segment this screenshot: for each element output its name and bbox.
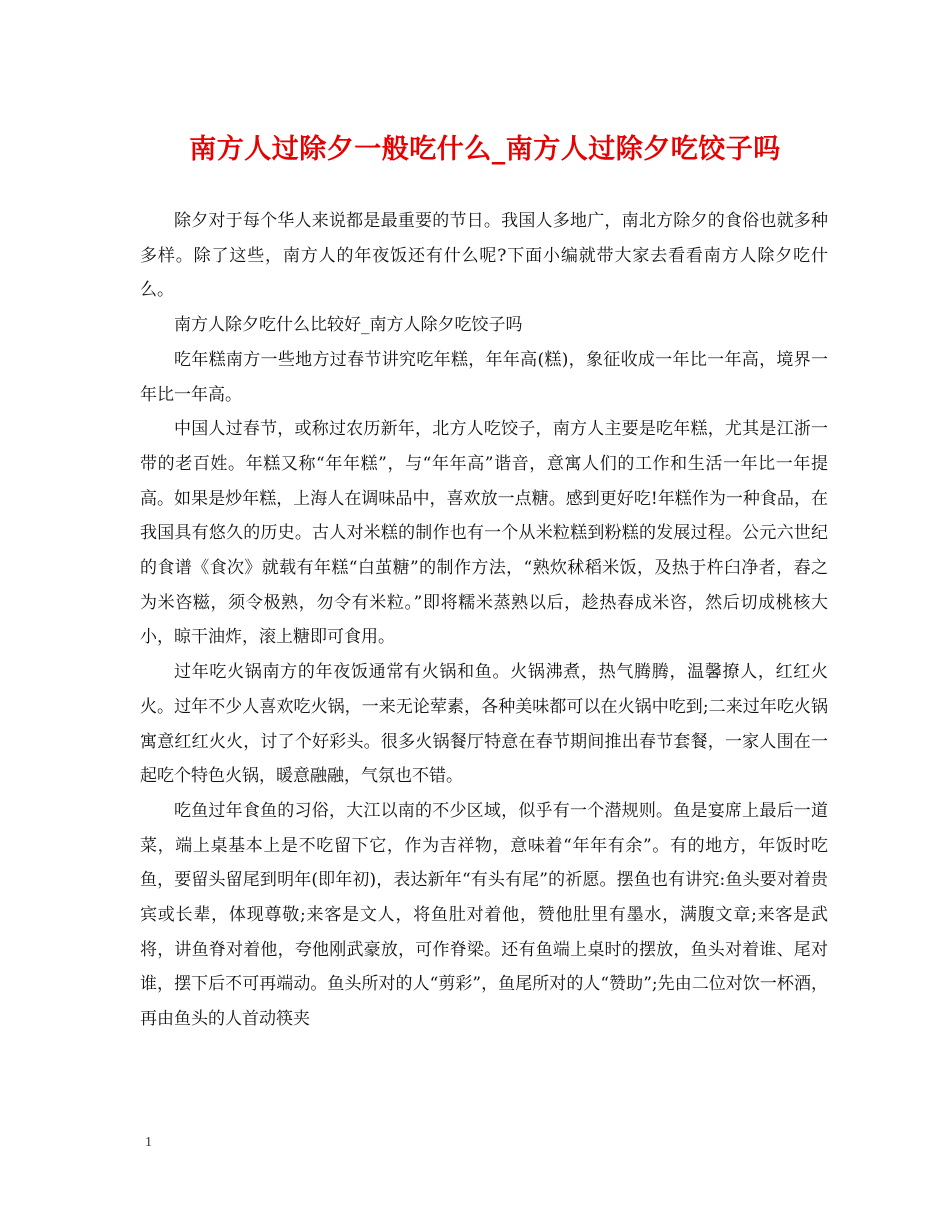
- paragraph-intro: 除夕对于每个华人来说都是最重要的节日。我国人多地广，南北方除夕的食俗也就多种多样。除了这些，南方人的年夜饭还有什么呢?下面小编就带大家去看看南方人除夕吃什么。: [140, 211, 828, 301]
- page-number: 1: [145, 1135, 152, 1150]
- document-title: 南方人过除夕一般吃什么_南方人过除夕吃饺子吗: [189, 134, 781, 165]
- paragraph-hotpot: 过年吃火锅南方的年夜饭通常有火锅和鱼。火锅沸煮，热气腾腾，温馨撩人，红红火火。过年不少人喜欢吃火锅，一来无论荤素，各种美味都可以在火锅中吃到;二来过年吃火锅寓意红红火火，讨了个好彩头。很多火锅餐厅特意在春节期间推出春节套餐，一家人围在一起吃个特色火锅，暖意融融，气氛也不错。: [140, 662, 828, 787]
- paragraph-niangao-intro: 吃年糕南方一些地方过春节讲究吃年糕，年年高(糕)，象征收成一年比一年高，境界一年比一年高。: [140, 349, 828, 405]
- paragraph-fish: 吃鱼过年食鱼的习俗，大江以南的不少区域，似乎有一个潜规则。鱼是宴席上最后一道菜，端上桌基本上是不吃留下它，作为吉祥物，意味着“年年有余”。有的地方，年饭时吃鱼，要留头留尾到明年(即年初)，表达新年“有头有尾”的祈愿。摆鱼也有讲究:鱼头要对着贵宾或长辈，体现尊敬;来客是文人，将鱼肚对着他，赞他肚里有墨水，满腹文章;来客是武将，讲鱼脊对着他，夸他刚武豪放，可作脊梁。还有鱼端上桌时的摆放，鱼头对着谁、尾对谁，摆下后不可再端动。鱼头所对的人“剪彩”，鱼尾所对的人“赞助”;先由二位对饮一杯酒，再由鱼头的人首动筷夹: [140, 800, 828, 1030]
- paragraph-subheading: 南方人除夕吃什么比较好_南方人除夕吃饺子吗: [174, 315, 523, 336]
- document-body: [140, 204, 828, 1037]
- paragraph-niangao-detail: 中国人过春节，或称过农历新年，北方人吃饺子，南方人主要是吃年糕，尤其是江浙一带的老百姓。年糕又称“年年糕”，与“年年高”谐音，意寓人们的工作和生活一年比一年提高。如果是炒年糕，上海人在调味品中，喜欢放一点糖。感到更好吃!年糕作为一种食品，在我国具有悠久的历史。古人对米糕的制作也有一个从米粒糕到粉糕的发展过程。公元六世纪的食谱《食次》就载有年糕“白茧糖”的制作方法，“熟炊秫稻米饭，及热于杵臼净者，舂之为米咨糍，须令极熟，勿令有米粒。”即将糯米蒸熟以后，趁热舂成米咨，然后切成桃核大小，晾干油炸，滚上糖即可食用。: [140, 419, 828, 648]
